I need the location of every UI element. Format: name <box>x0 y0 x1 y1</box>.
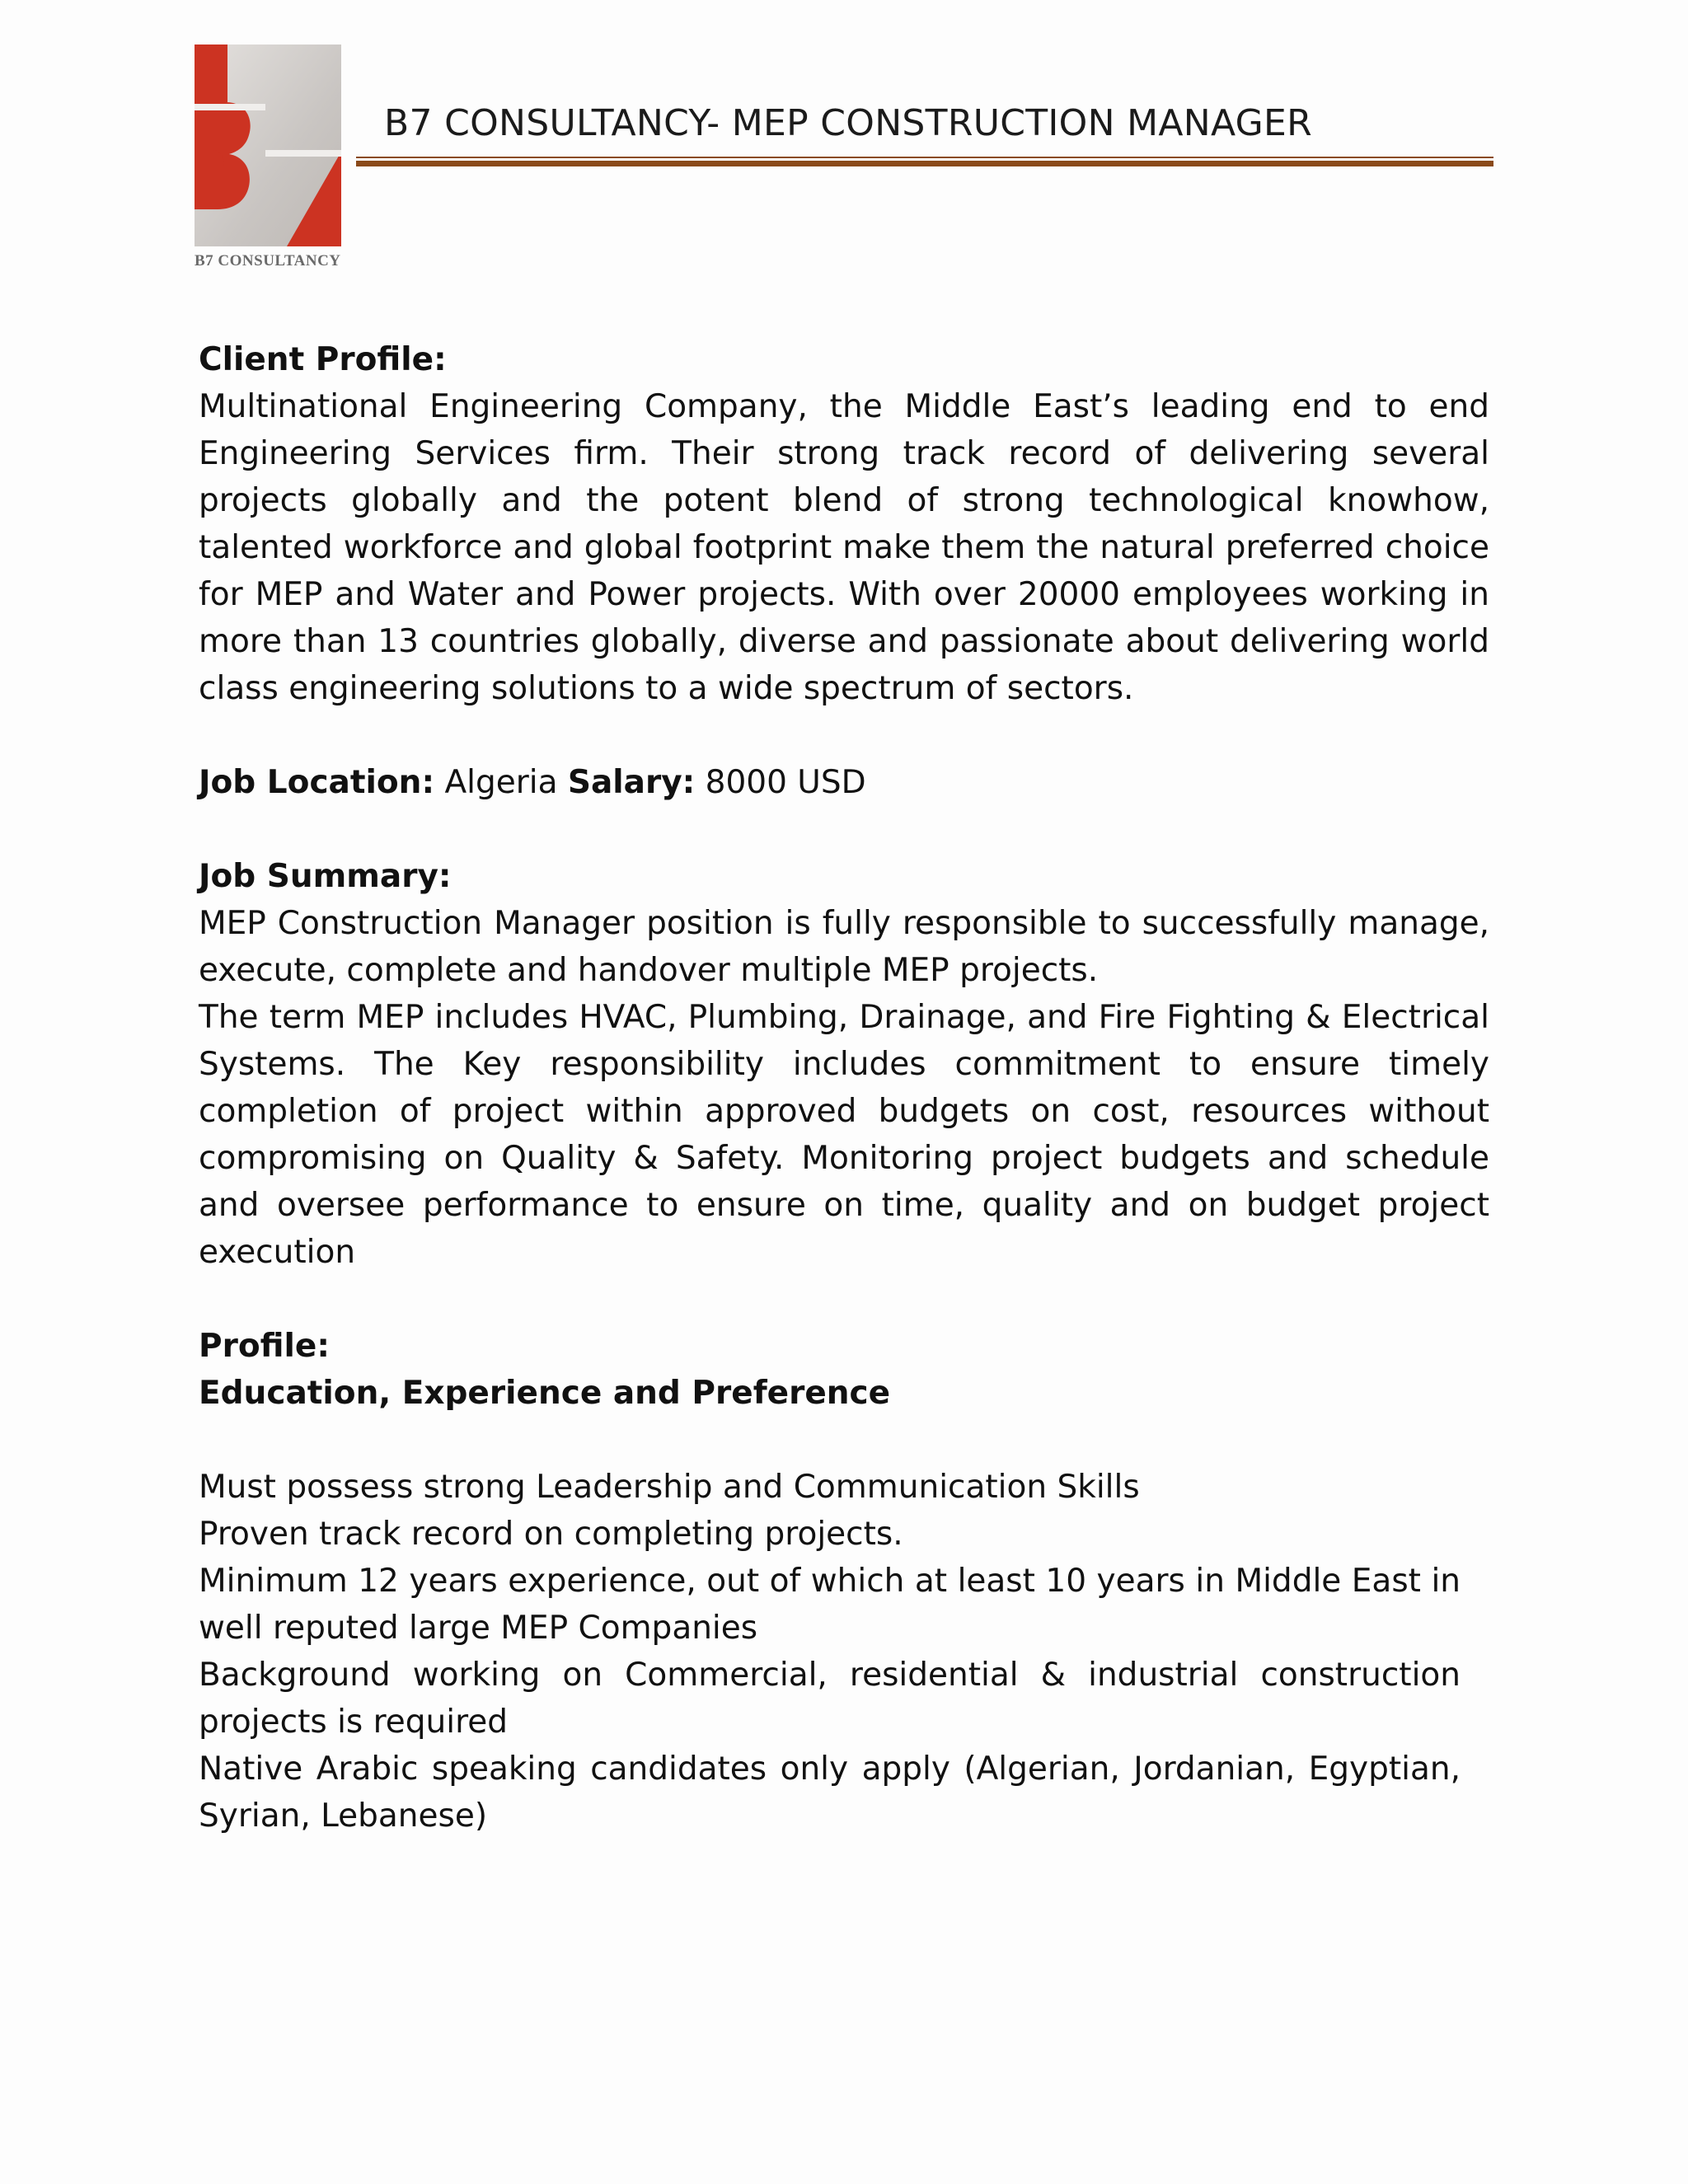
job-location-label: Job Location: <box>199 764 435 801</box>
job-summary-heading: Job Summary: <box>199 858 452 895</box>
salary-label: Salary: <box>567 764 696 801</box>
requirement-item: Proven track record on completing projects. <box>199 1516 903 1553</box>
document-title: B7 CONSULTANCY- MEP CONSTRUCTION MANAGER <box>384 102 1312 144</box>
job-location-value: Algeria <box>444 764 558 801</box>
requirement-item: Minimum 12 years experience, out of which at least 10 years in Middle East in well reputed large MEP Companies <box>199 1563 1461 1647</box>
header-divider-thick <box>356 161 1493 166</box>
header-divider <box>356 157 1493 167</box>
header-divider-thin <box>356 157 1493 158</box>
job-details-line <box>199 759 1489 806</box>
requirement-item: Background working on Commercial, residential & industrial construction projects is required <box>199 1657 1461 1741</box>
requirements-list <box>199 1464 1461 1840</box>
client-profile-section <box>199 336 1489 712</box>
job-summary-section <box>199 853 1489 1276</box>
b7-logo <box>195 45 348 275</box>
client-profile-text: Multinational Engineering Company, the Middle East’s leading end to end Engineering Services firm. Their strong track record of delivering several projects globally and the potent blend of strong technological knowhow, talented workforce and global footprint make them the natural preferred choice for MEP and Water and Power projects. With over 20000 employees working in more than 13 countries globally, diverse and passionate about delivering world class engineering solutions to a wide spectrum of sectors. <box>199 388 1489 707</box>
profile-heading: Profile: <box>199 1328 330 1365</box>
job-summary-paragraph-1: MEP Construction Manager position is fully responsible to successfully manage, execute, complete and handover multiple MEP projects. <box>199 905 1489 989</box>
job-summary-paragraph-2: The term MEP includes HVAC, Plumbing, Drainage, and Fire Fighting & Electrical Systems. The Key responsibility includes commitment to ensure timely completion of project within approved budgets on cost, resources without compromising on Quality & Safety. Monitoring project budgets and schedule and oversee performance to ensure on time, quality and on budget project execution <box>199 999 1489 1271</box>
profile-subheading: Education, Experience and Preference <box>199 1375 891 1412</box>
profile-section <box>199 1323 1489 1840</box>
requirement-item: Native Arabic speaking candidates only apply (Algerian, Jordanian, Egyptian, Syrian, Lebanese) <box>199 1750 1461 1835</box>
salary-value: 8000 USD <box>705 764 866 801</box>
document-body <box>199 336 1489 1840</box>
logo-caption: B7 CONSULTANCY <box>195 252 341 269</box>
requirement-item: Must possess strong Leadership and Communication Skills <box>199 1469 1140 1506</box>
client-profile-heading: Client Profile: <box>199 341 447 378</box>
